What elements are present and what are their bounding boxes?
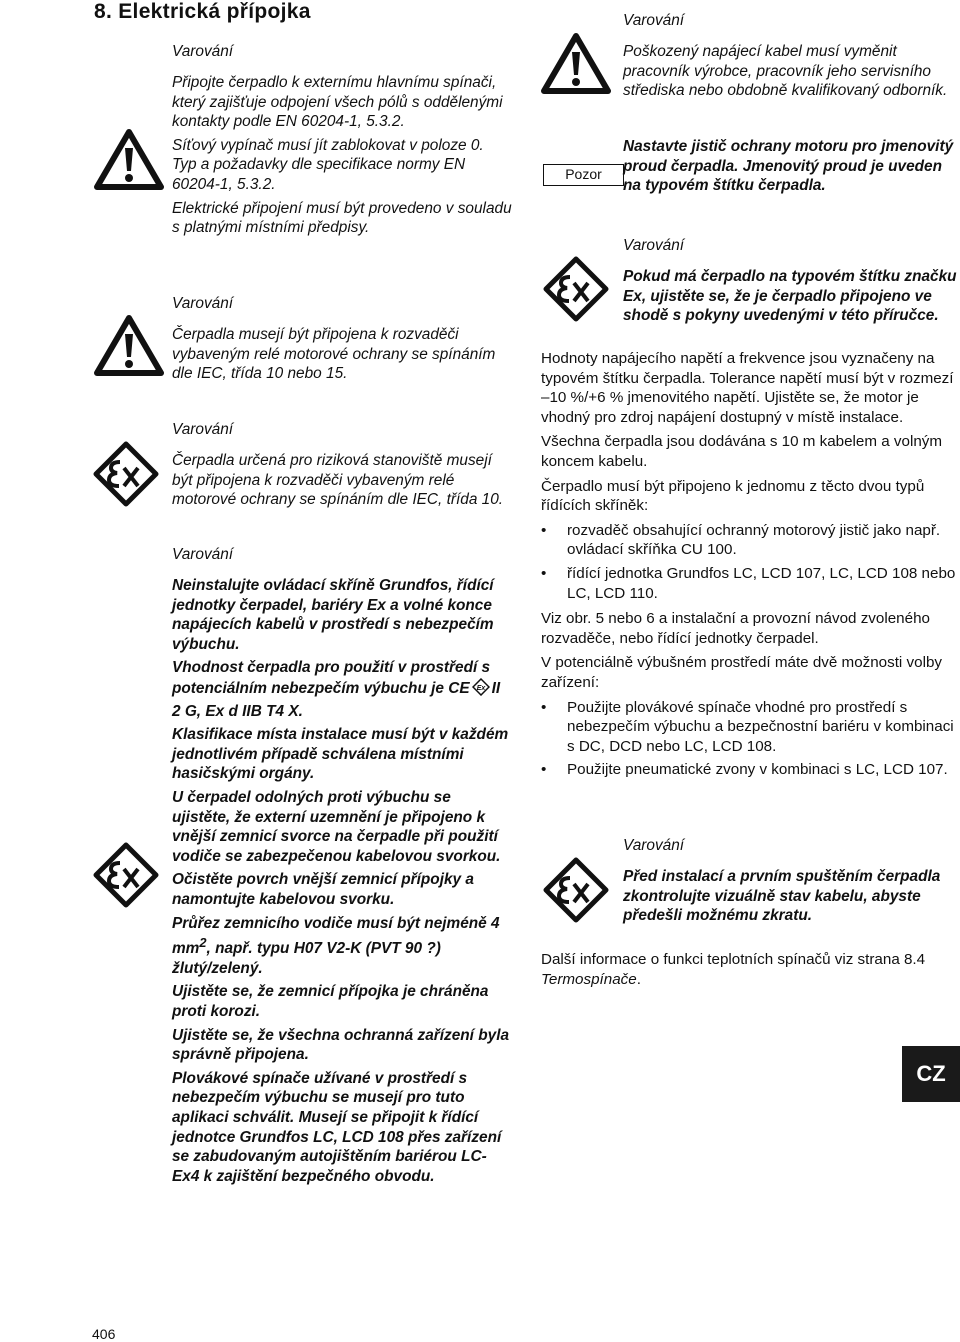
- warning-label: Varování: [623, 237, 685, 254]
- warning-block-4: [172, 545, 512, 1190]
- warning-block-3: [172, 420, 512, 514]
- ex-small-icon: [472, 678, 490, 702]
- list-item-text: Použijte pneumatické zvony v kombinaci s LC, LCD 107.: [567, 761, 948, 779]
- warning-label: Varování: [623, 837, 685, 854]
- body-text-block: [541, 349, 959, 786]
- warning-text: Připojte čerpadlo k externímu hlavnímu spínači, který zajišťuje odpojení všech pólů s oddělenými kontakty podle EN 60204-1, 5.3.2.: [172, 74, 503, 131]
- warning-text: Plovákové spínače užívané v prostředí s nebezpečím výbuchu se musejí pro tuto aplikaci schválit. Musejí se připojit k řídící jednotce Grundfos LC, LCD 108 přes zařízení se zabudovaným autojištěním bariérou LC-Ex4 k zajištění bezpečného obvodu.: [172, 1069, 502, 1185]
- warning-text: Ujistěte se, že všechna ochranná zařízení byla správně připojena.: [172, 1026, 510, 1064]
- language-tab: CZ: [902, 1046, 960, 1102]
- warning-block-6: [623, 236, 958, 330]
- list-item-text: rozvaděč obsahující ochranný motorový jistič jako např. ovládací skříňka CU 100.: [567, 521, 941, 559]
- warning-text: Neinstalujte ovládací skříně Grundfos, řídící jednotky čerpadel, bariéry Ex a volné konce napájecích kabelů v prostředí s nebezpečím výbuchu.: [172, 577, 494, 653]
- ex-hazard-icon: [93, 441, 159, 507]
- warning-text: Elektrické připojení musí být provedeno v souladu s platnými místními předpisy.: [172, 199, 512, 237]
- ex-hazard-icon: [543, 857, 609, 923]
- warning-label: Varování: [172, 546, 234, 563]
- superscript: 2: [199, 935, 207, 951]
- bullet: •: [541, 564, 547, 582]
- warning-label: Varování: [172, 43, 234, 60]
- body-paragraph: Všechna čerpadla jsou dodávána s 10 m kabelem a volným koncem kabelu.: [541, 433, 943, 470]
- warning-text: Poškozený napájecí kabel musí vyměnit pracovník výrobce, pracovník jeho servisního střediska nebo obdobně kvalifikovaný odborník.: [623, 43, 948, 100]
- caution-block: [623, 137, 958, 200]
- bullet: •: [541, 698, 547, 716]
- bullet: •: [541, 761, 547, 779]
- list-item: [541, 760, 959, 780]
- body-text-part: Další informace o funkci teplotních spínačů viz strana 8.4: [541, 951, 926, 968]
- warning-text: [172, 914, 512, 979]
- list-item: [541, 564, 959, 603]
- warning-triangle-icon: [94, 314, 164, 376]
- warning-text-part: II 2 G, Ex d IIB T4 X.: [172, 679, 501, 720]
- body-text-part: .: [636, 970, 641, 988]
- caution-text: Nastavte jistič ochrany motoru pro jmenovitý proud čerpadla. Jmenovitý proud je uveden na typovém štítku čerpadla.: [623, 138, 954, 195]
- warning-text: Pokud má čerpadlo na typovém štítku značku Ex, ujistěte se, že je čerpadlo připojeno ve shodě s pokyny uvedenými v této příručce.: [623, 268, 957, 325]
- body-paragraph: Viz obr. 5 nebo 6 a instalační a provozní návod zvoleného rozvaděče, nebo řídící jednotky čerpadel.: [541, 610, 930, 647]
- warning-triangle-icon: [94, 128, 164, 190]
- bullet: •: [541, 521, 547, 539]
- warning-text-part: , např. typu H07 V2-K (PVT 90 ?) žlutý/zelený.: [172, 940, 441, 977]
- body-text-block: [541, 950, 959, 994]
- warning-label: Varování: [172, 295, 234, 312]
- list-item: [541, 521, 959, 560]
- section-title: 8. Elektrická přípojka: [94, 0, 311, 23]
- list-item-text: řídící jednotka Grundfos LC, LCD 107, LC, LCD 108 nebo LC, LCD 110.: [567, 564, 956, 602]
- page-number: 406: [92, 1326, 116, 1342]
- warning-block-5: [623, 11, 958, 105]
- warning-text: Síťový vypínač musí jít zablokovat v poloze 0. Typ a požadavky dle specifikace normy EN 60204-1, 5.3.2.: [172, 136, 484, 193]
- warning-label: Varování: [623, 12, 685, 29]
- warning-text: Ujistěte se, že zemnicí přípojka je chráněna proti korozi.: [172, 983, 489, 1020]
- warning-text: Klasifikace místa instalace musí být v každém jednotlivém případě schválena místními hasičskými orgány.: [172, 726, 509, 783]
- warning-text: Očistěte povrch vnější zemnicí přípojky a namontujte kabelovou svorku.: [172, 871, 474, 908]
- warning-block-2: [172, 294, 502, 388]
- bullet-list: [541, 698, 959, 780]
- warning-text-part: Průřez zemnicího vodiče musí být nejméně 4 mm: [172, 914, 500, 958]
- ex-hazard-icon: [93, 842, 159, 908]
- svg-text:Ex: Ex: [476, 684, 485, 692]
- body-paragraph: V potenciálně výbušném prostředí máte dvě možnosti volby zařízení:: [541, 654, 942, 691]
- warning-block-7: [623, 836, 958, 930]
- cross-reference: Termospínače: [541, 970, 637, 988]
- warning-text-part: Vhodnost čerpadla pro použití v prostředí s potenciálním nebezpečím výbuchu je CE: [172, 659, 491, 697]
- warning-text: [172, 658, 512, 721]
- body-paragraph: Čerpadlo musí být připojeno k jednomu z těcto dvou typů řídících skříněk:: [541, 477, 925, 515]
- warning-block-1: [172, 42, 512, 242]
- caution-badge: Pozor: [543, 164, 624, 186]
- list-item: [541, 698, 959, 757]
- body-paragraph: [541, 950, 959, 989]
- bullet-list: [541, 521, 959, 603]
- list-item-text: Použijte plovákové spínače vhodné pro prostředí s nebezpečím výbuchu a bezpečnostní bariéru v kombinaci s DC, DCD nebo LC, LCD 108.: [567, 698, 954, 755]
- ex-hazard-icon: [543, 256, 609, 322]
- warning-text: Čerpadla musejí být připojena k rozvaděči vybaveným relé motorové ochrany se spínáním dle IEC, třída 10 nebo 15.: [172, 326, 496, 383]
- warning-text: Čerpadla určená pro riziková stanoviště musejí být připojena k rozvaděči vybaveným relé motorové ochrany se spínáním dle IEC, třída 10.: [172, 452, 504, 509]
- body-paragraph: Hodnoty napájecího napětí a frekvence jsou vyznačeny na typovém štítku čerpadla. Tolerance napětí musí být v rozmezí –10 %/+6 % jmenovitého napětí. Ujistěte se, že motor je vhodný pro zdroj napájení dostupný v místě instalace.: [541, 350, 954, 426]
- warning-text: U čerpadel odolných proti výbuchu se ujistěte, že externí uzemnění je připojeno k vnější zemnicí svorce na čerpadle při použití vodiče se zabezpečenou kabelovou svorkou.: [172, 788, 501, 865]
- warning-triangle-icon: [541, 32, 611, 94]
- warning-label: Varování: [172, 421, 234, 438]
- warning-text: Před instalací a prvním spuštěním čerpadla zkontrolujte vizuálně stav kabelu, abyste předešli možnému zkratu.: [623, 868, 941, 925]
